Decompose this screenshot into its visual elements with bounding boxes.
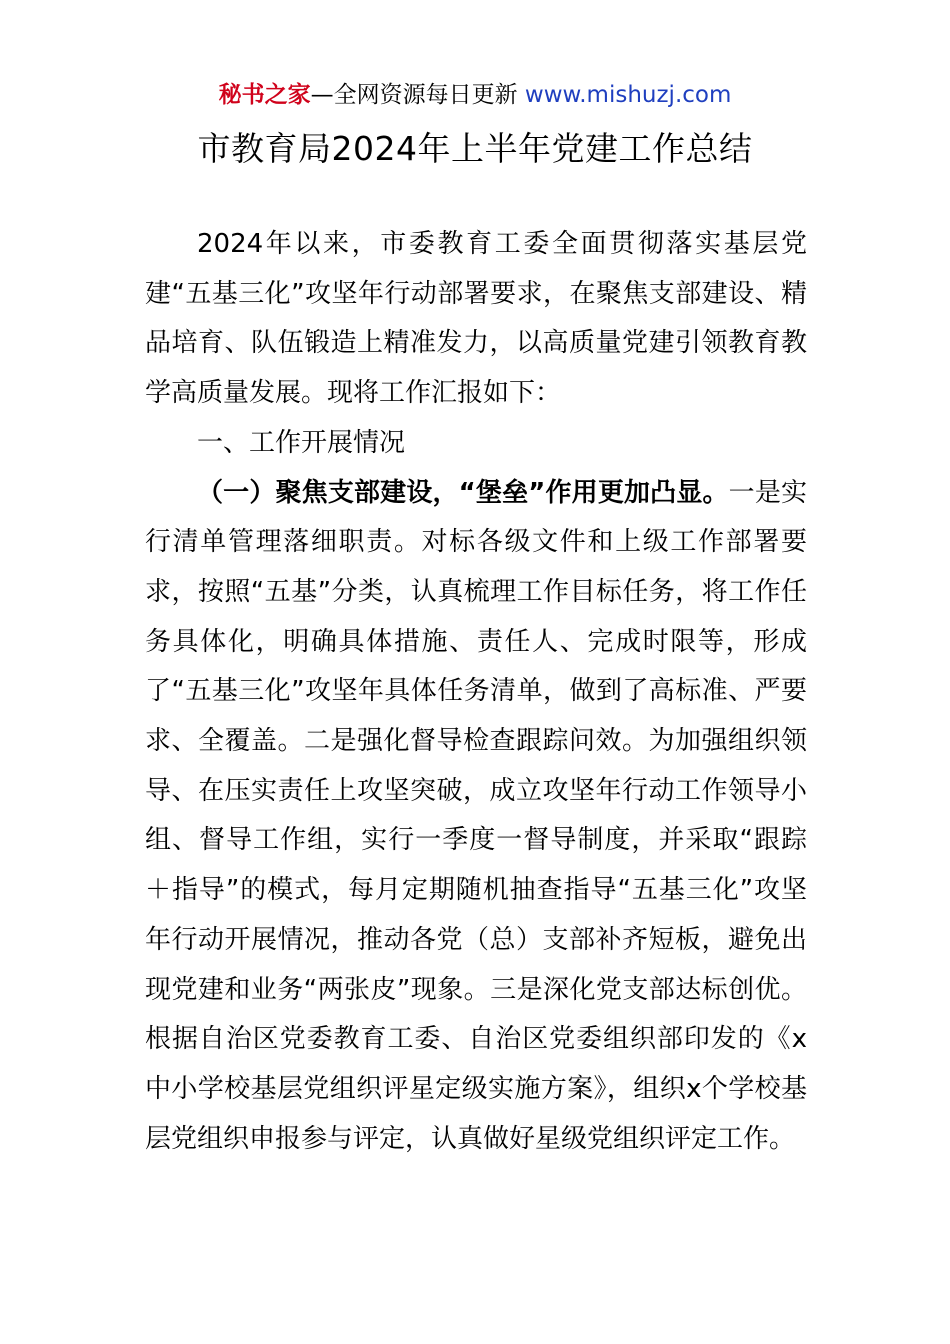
site-tagline: —全网资源每日更新 xyxy=(310,82,525,108)
document-title: 市教育局2024年上半年党建工作总结 xyxy=(197,129,753,168)
site-url[interactable]: www.mishuzj.com xyxy=(524,82,732,108)
site-brand: 秘书之家 xyxy=(218,82,311,108)
subsection-heading: （一）聚焦支部建设，“堡垒”作用更加凸显。 xyxy=(197,477,729,508)
section-heading: 一、工作开展情况 xyxy=(197,427,406,458)
intro-paragraph: 2024年以来，市委教育工委全面贯彻落实基层党建“五基三化”攻坚年行动部署要求，在聚焦支部建设、精品培育、队伍锻造上精准发力，以高质量党建引领教育教学高质量发展。现将工作汇报如下： xyxy=(145,229,807,409)
subsection-text: 一是实行清单管理落细职责。对标各级文件和上级工作部署要求，按照“五基”分类，认真梳理工作目标任务，将工作任务具体化，明确具体措施、责任人、完成时限等，形成了“五基三化”攻坚年具体任务清单，做到了高标准、严要求、全覆盖。二是强化督导检查跟踪问效。为加强组织领导、在压实责任上攻坚突破，成立攻坚年行动工作领导小组、督导工作组，实行一季度一督导制度，并采取“跟踪＋指导”的模式，每月定期随机抽查指导“五基三化”攻坚年行动开展情况，推动各党（总）支部补齐短板，避免出现党建和业务“两张皮”现象。三是深化党支部达标创优。根据自治区党委教育工委、自治区党委组织部印发的《x中小学校基层党组织评星定级实施方案》，组织x个学校基层党组织申报参与评定，认真做好星级党组织评定工作。 xyxy=(145,477,807,1154)
site-header xyxy=(0,78,950,112)
subsection-paragraph xyxy=(145,469,807,1165)
document-body xyxy=(145,220,807,1164)
